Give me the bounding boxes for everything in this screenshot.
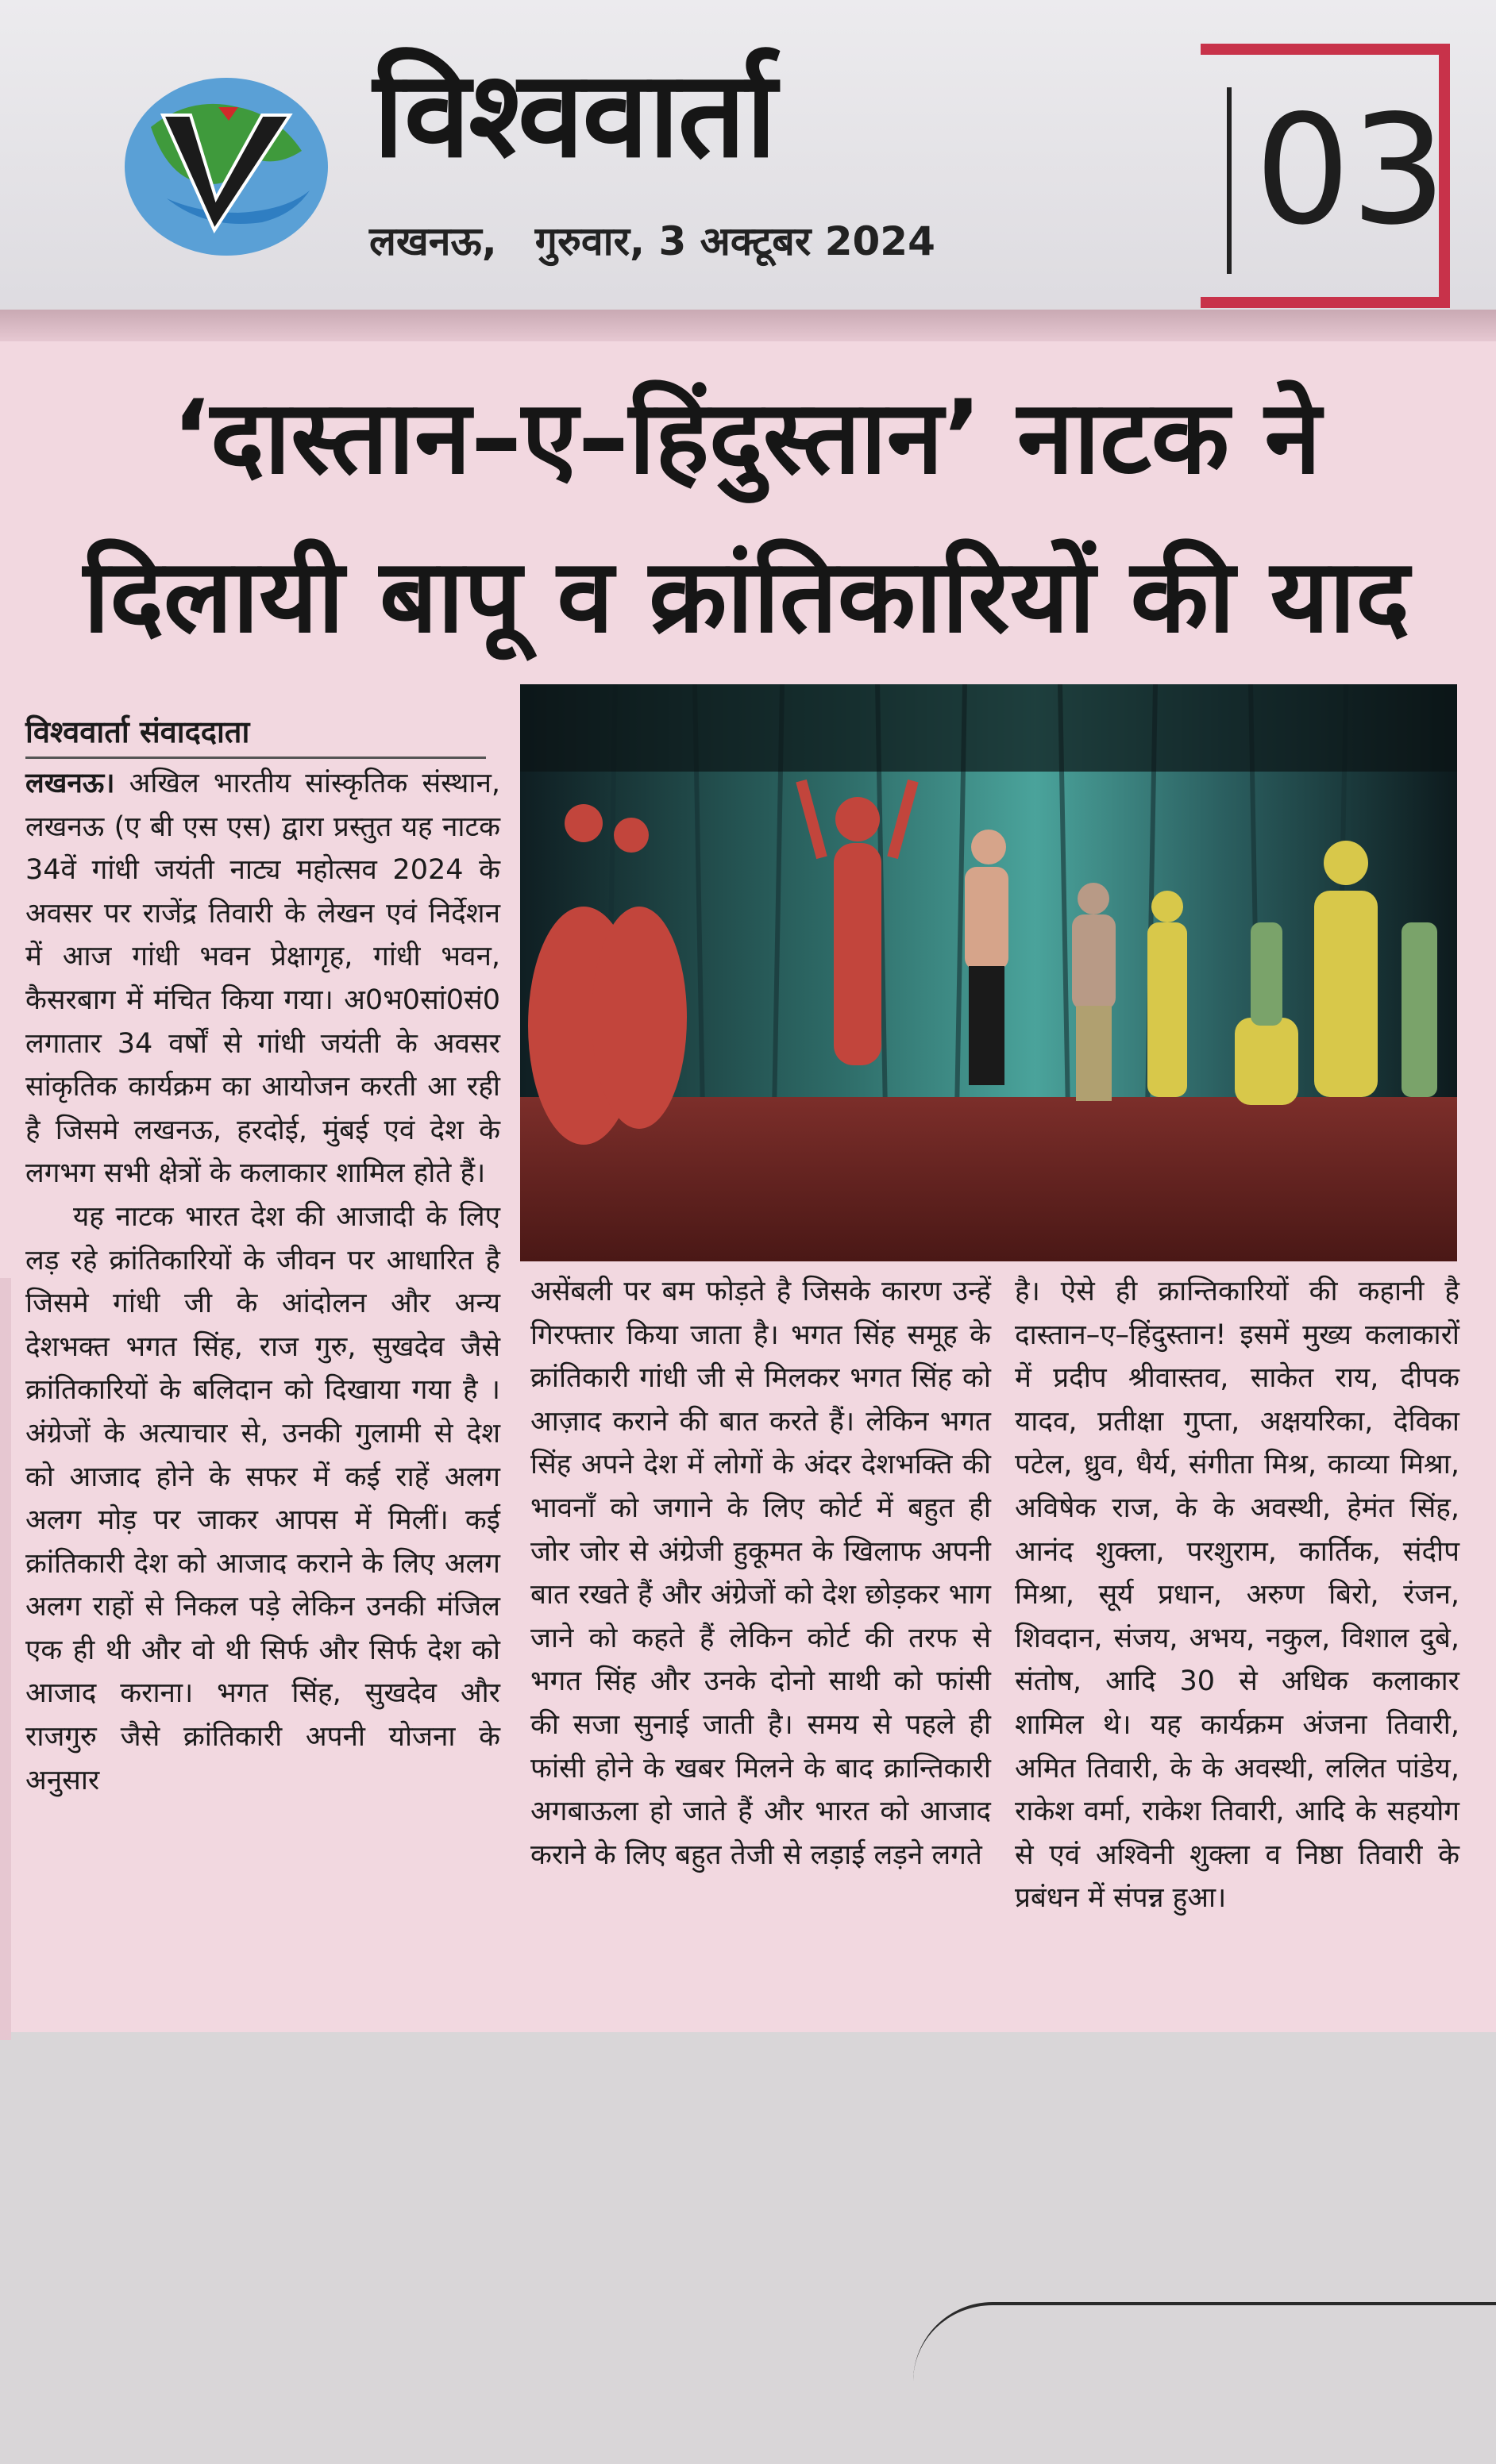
dateline-lead: लखनऊ। (25, 768, 115, 799)
paragraph-1: अखिल भारतीय सांस्कृतिक संस्थान, लखनऊ (ए बी एस एस) द्वारा प्रस्तुत यह नाटक 34वें गांधी जयंती नाट्य महोत्सव 2024 के अवसर पर राजेंद्र तिवारी के लेखन एवं निर्देशन में आज गांधी भवन प्रेक्षागृह, गांधी भवन, कैसरबाग में मंचित किया गया। अ0भ0सां0सं0 लगातार 34 वर्षों से गांधी जयंती के अवसर सांकृतिक कार्यक्रम का आयोजन करती आ रही है जिसमे लखनऊ, हरदोई, मुंबई एवं देश के लगभग सभी क्षेत्रों के कलाकार शामिल होते हैं। (25, 768, 500, 1190)
byline: विश्ववार्ता संवाददाता (25, 710, 486, 759)
paragraph-4: है। ऐसे ही क्रान्तिकारियों की कहानी है दास्तान–ए–हिंदुस्तान! इसमें मुख्य कलाकारों में प्रदीप श्रीवास्तव, साकेत राय, दीपक यादव, प्रतीक्षा गुप्ता, अक्षयरिका, देविका पटेल, ध्रुव, धैर्य, संगीता मिश्र, काव्या मिश्रा, अविषेक राज, के के अवस्थी, हेमंत सिंह, आनंद शुक्ला, परशुराम, कार्तिक, संदीप मिश्रा, सूर्य प्रधान, अरुण बिरो, रंजन, शिवदान, संजय, अभय, नकुल, विशाल दुबे, संतोष, आदि 30 से अधिक कलाकार शामिल थे। यह कार्यक्रम अंजना तिवारी, अमित तिवारी, के के अवस्थी, ललित पांडेय, राकेश वर्मा, राकेश तिवारी, आदि के सहयोग से एवं अश्विनी शुक्ला व निष्ठा तिवारी के प्रबंधन में संपन्न हुआ। (1015, 1276, 1459, 1915)
article-column-2 (530, 1270, 991, 1877)
dateline (369, 213, 935, 267)
paragraph-2: यह नाटक भारत देश की आजादी के लिए लड़ रहे क्रांतिकारियों के जीवन पर आधारित है जिसमे गांधी जी के आंदोलन और अन्य देशभक्त भगत सिंह, राज गुरु, सुखदेव जैसे क्रांतिकारियों के बलिदान को दिखाया गया है । अंग्रेजों के अत्याचार से, उनकी गुलामी से देश को आजाद होने के सफर में कई राहें अलग अलग मोड़ पर जाकर आपस में मिलीं। कई क्रांतिकारी देश को आजाद कराने के लिए अलग अलग राहों से निकल पड़े लेकिन उनकी मंजिल एक ही थी और वो थी सिर्फ और सिर्फ देश को आजाद कराना। भगत सिंह, सुखदेव और राजगुरु जैसे क्रांतिकारी अपनी योजना के अनुसार (25, 1200, 500, 1796)
headline-line-2: दिलायी बापू व क्रांतिकारियों की याद (83, 537, 1410, 656)
page-number: 03 (1255, 83, 1447, 258)
globe-v-logo-icon (119, 71, 334, 262)
paper-name: विश्ववार्ता (373, 46, 776, 184)
article-column-3 (1015, 1270, 1459, 1920)
page-fold-curve (913, 2302, 1496, 2464)
article (0, 341, 1496, 2032)
article-column-1 (25, 762, 500, 1802)
masthead (0, 0, 1496, 341)
dateline-date: गुरुवार, 3 अक्टूबर 2024 (534, 218, 935, 264)
adjacent-column-edge (0, 1278, 11, 2040)
stage-play-photo (520, 684, 1457, 1261)
dateline-city: लखनऊ, (369, 218, 497, 264)
paragraph-3: असेंबली पर बम फोड़ते है जिसके कारण उन्हें गिरफ्तार किया जाता है। भगत सिंह समूह के क्रांतिकारी गांधी जी से मिलकर भगत सिंह को आज़ाद कराने की बात करते हैं। लेकिन भगत सिंह अपने देश में लोगों के अंदर देशभक्ति की भावनाँ को जगाने के लिए कोर्ट में बहुत ही जोर जोर से अंग्रेजी हुकूमत के खिलाफ अपनी बात रखते हैं और अंग्रेजों को देश छोड़कर भाग जाने को कहते हैं लेकिन कोर्ट की तरफ से भगत सिंह और उनके दोनो साथी को फांसी की सजा सुनाई जाती है। समय से पहले ही फांसी होने के खबर मिलने के बाद क्रान्तिकारी अगबाऊला हो जाते हैं और भारत को आजाद कराने के लिए बहुत तेजी से लड़ाई लड़ने लगते (530, 1276, 991, 1871)
headline-line-1: ‘दास्तान–ए–हिंदुस्तान’ नाटक ने (172, 379, 1321, 497)
paper-edge (0, 310, 1496, 345)
page-number-divider (1227, 87, 1232, 274)
